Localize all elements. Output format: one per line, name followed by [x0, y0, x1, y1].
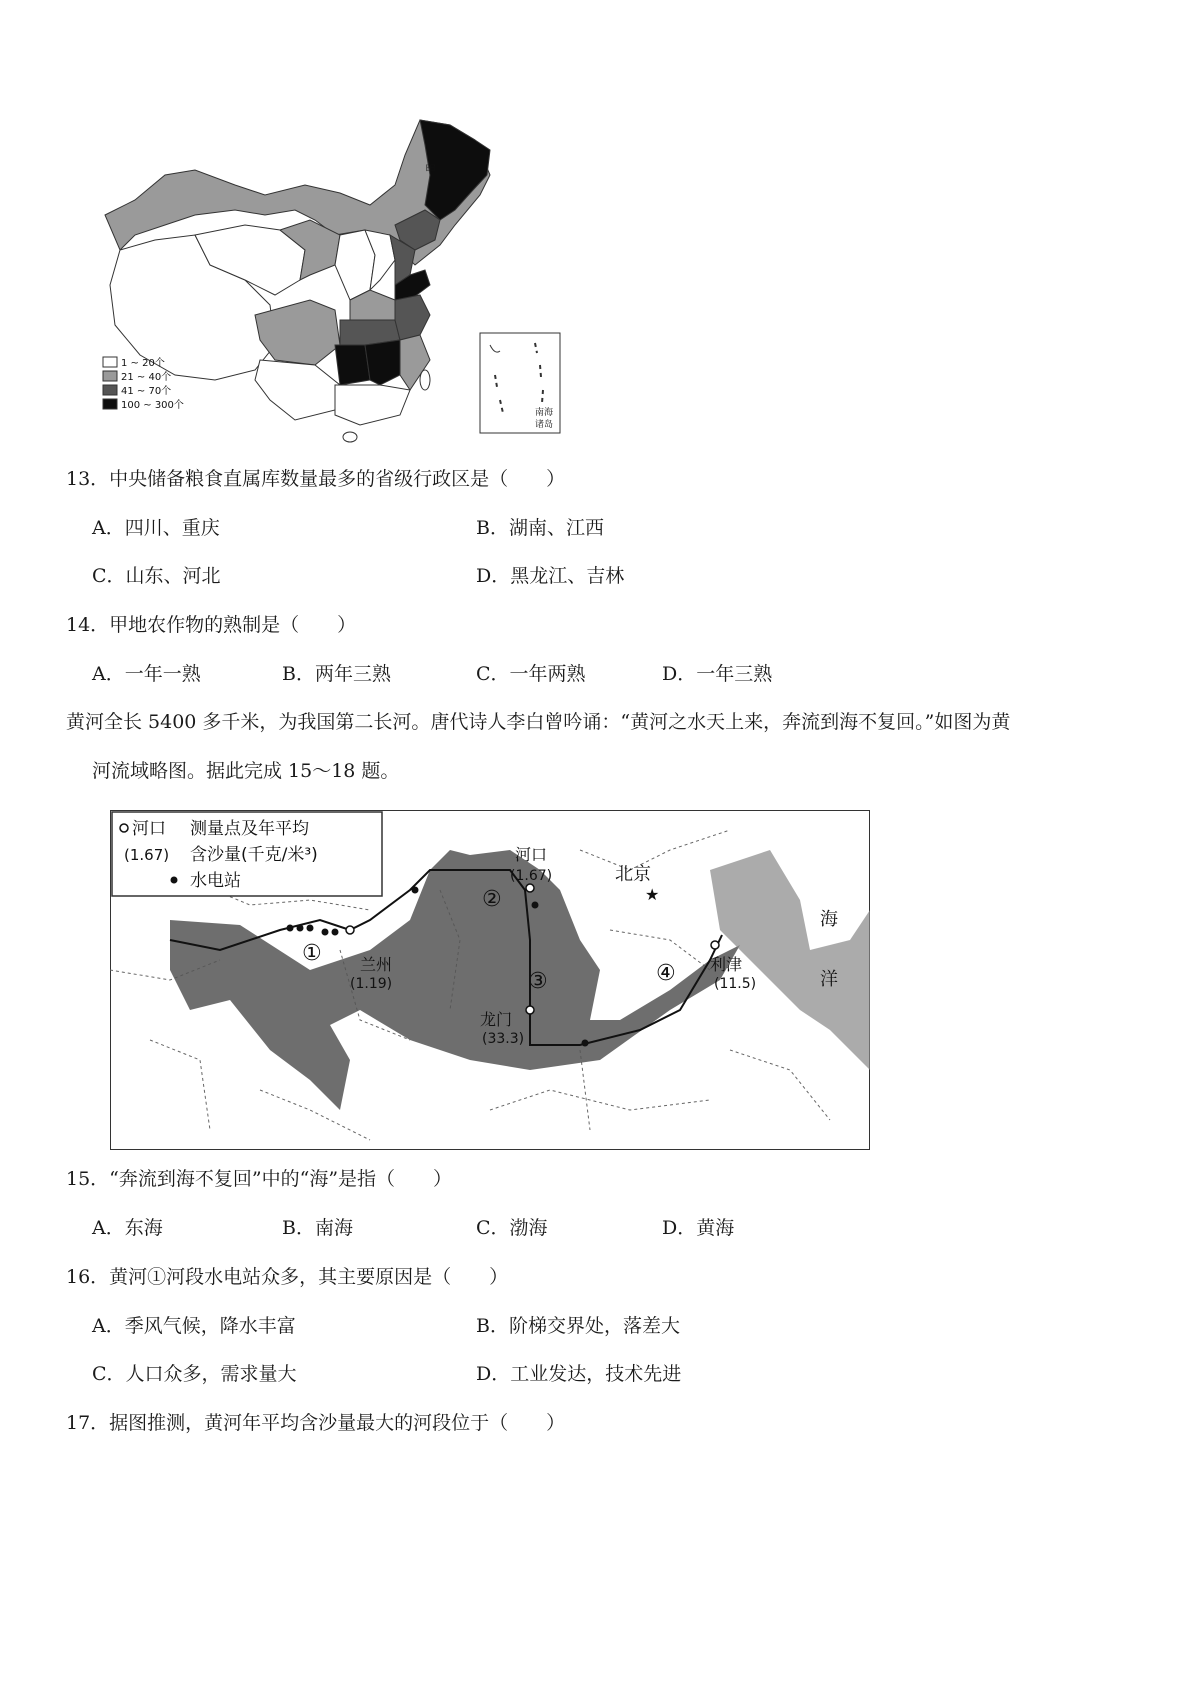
- legend-swatch-2: [103, 371, 117, 381]
- map-region-jiangxi: [365, 340, 400, 385]
- label-lijin-value: (11.5): [714, 976, 757, 992]
- q17-stem: 17．据图推测，黄河年平均含沙量最大的河段位于（ ）: [66, 1412, 566, 1434]
- q15-option-d[interactable]: D．黄海: [662, 1217, 735, 1239]
- label-segment-4: ④: [656, 961, 676, 986]
- hydro-station: [307, 925, 314, 932]
- q16-option-b[interactable]: B．阶梯交界处，落差大: [476, 1315, 680, 1337]
- legend-label-4: 100 ~ 300个: [121, 400, 184, 411]
- label-segment-2: ②: [482, 887, 502, 912]
- q16-stem: 16．黄河①河段水电站众多，其主要原因是（ ）: [66, 1266, 509, 1288]
- china-granary-map: [95, 115, 595, 445]
- legend-text-2: 含沙量(千克/米³): [190, 845, 318, 865]
- point-hekou: [526, 884, 534, 892]
- hydro-station: [582, 1040, 589, 1047]
- q15-option-b[interactable]: B．南海: [282, 1217, 353, 1239]
- q15-option-a[interactable]: A．东海: [92, 1217, 163, 1239]
- q15-option-c[interactable]: C．渤海: [476, 1217, 548, 1239]
- legend-hydro-icon: [171, 877, 178, 884]
- legend-label-1: 1 ~ 20个: [121, 358, 165, 369]
- legend-text-3: 水电站: [190, 871, 241, 891]
- south-sea-inset: [480, 333, 560, 433]
- label-beijing: 北京: [615, 864, 651, 885]
- legend-point-icon: [120, 824, 128, 832]
- q13-option-b[interactable]: B．湖南、江西: [476, 517, 604, 539]
- label-sea-2: 洋: [820, 969, 838, 990]
- inset-label-2: 诸岛: [535, 420, 554, 430]
- intro-line-1: 黄河全长 5400 多千米，为我国第二长河。唐代诗人李白曾吟诵：“黄河之水天上来，奔流到海不复回。”如图为黄: [66, 711, 1011, 733]
- q13-option-c[interactable]: C．山东、河北: [92, 565, 221, 587]
- label-longmen: 龙门: [480, 1010, 513, 1029]
- hydro-station: [412, 887, 419, 894]
- point-lijin: [711, 941, 719, 949]
- point-longmen: [526, 1006, 534, 1014]
- hydro-station: [532, 902, 539, 909]
- map-region-hainan: [343, 432, 357, 442]
- intro-line-2: 河流域略图。据此完成 15～18 题。: [92, 760, 400, 782]
- q16-option-c[interactable]: C．人口众多，需求量大: [92, 1363, 297, 1385]
- label-lanzhou-value: (1.19): [350, 976, 393, 992]
- map-region-taiwan: [420, 370, 430, 390]
- legend-swatch-3: [103, 385, 117, 395]
- legend-code-1: 河口: [132, 819, 166, 839]
- map-region-yunnan-guizhou: [255, 360, 340, 420]
- label-segment-3: ③: [528, 969, 548, 994]
- q13-option-a[interactable]: A．四川、重庆: [92, 517, 220, 539]
- q14-option-b[interactable]: B．两年三熟: [282, 663, 391, 685]
- label-segment-1: ①: [302, 941, 322, 966]
- q14-option-d[interactable]: D．一年三熟: [662, 663, 773, 685]
- hydro-station: [332, 929, 339, 936]
- label-longmen-value: (33.3): [482, 1031, 525, 1047]
- hydro-station: [297, 925, 304, 932]
- map-region-anhui-jiangsu: [395, 295, 430, 340]
- point-lanzhou: [346, 926, 354, 934]
- q14-stem: 14．甲地农作物的熟制是（ ）: [66, 614, 357, 636]
- map-region-hunan: [335, 345, 370, 385]
- label-lijin: 利津: [710, 955, 743, 974]
- hydro-station: [322, 929, 329, 936]
- q14-option-a[interactable]: A．一年一熟: [92, 663, 201, 685]
- map-marker-jia: 甲: [425, 163, 436, 176]
- q15-stem: 15．“奔流到海不复回”中的“海”是指（ ）: [66, 1168, 453, 1190]
- q16-option-d[interactable]: D．工业发达，技术先进: [476, 1363, 682, 1385]
- inset-label-1: 南海: [535, 408, 554, 418]
- label-hekou-value: (1.67): [510, 868, 553, 884]
- legend-swatch-1: [103, 357, 117, 367]
- q14-option-c[interactable]: C．一年两熟: [476, 663, 586, 685]
- beijing-star-icon: ★: [645, 885, 660, 904]
- legend-code-2: (1.67): [124, 846, 170, 864]
- label-hekou: 河口: [515, 845, 548, 864]
- legend-label-3: 41 ~ 70个: [121, 386, 172, 397]
- q16-option-a[interactable]: A．季风气候，降水丰富: [92, 1315, 296, 1337]
- yellow-river-map: [110, 810, 870, 1150]
- legend-swatch-4: [103, 399, 117, 409]
- q13-stem: 13．中央储备粮食直属库数量最多的省级行政区是（ ）: [66, 468, 566, 490]
- legend-label-2: 21 ~ 40个: [121, 372, 172, 383]
- legend-text-1: 测量点及年平均: [190, 819, 309, 839]
- map-region-guangdong-guangxi: [335, 385, 410, 425]
- label-sea-1: 海: [820, 909, 838, 930]
- label-lanzhou: 兰州: [360, 955, 393, 974]
- map2-legend: [112, 812, 382, 896]
- q13-option-d[interactable]: D．黑龙江、吉林: [476, 565, 625, 587]
- hydro-station: [287, 925, 294, 932]
